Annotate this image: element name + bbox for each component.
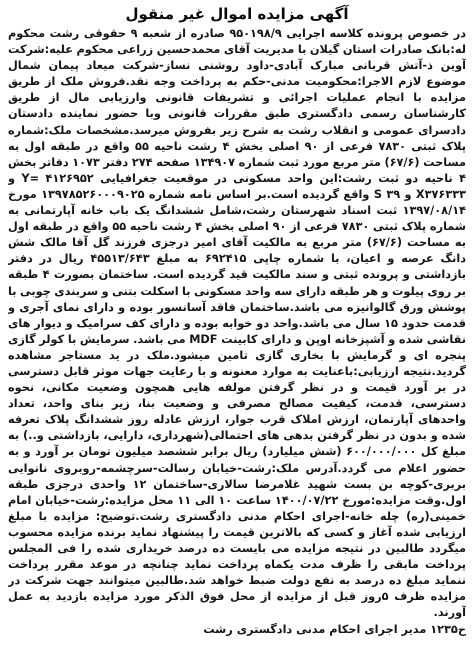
notice-title: آگهی مزایده اموال غیر منقول — [125, 5, 349, 23]
notice-body: در خصوص پرونده کلاسه اجرایی ۹۵۰۱۹۸/۹ صادره از شعبه ۹ حقوقی رشت محکوم له:بانک صادرات استان گیلان با مدیریت آقای محمدحسین زراعی محکوم علیه:شرکت آوین ذ-آتش قربانی مبارک آبادی-داود روشنی نساز-شرکت میعاد پیمان شمال موضوع لازم الاجرا:محکومیت مدنی-حکم به پرداخت وجه نقد.فروش ملک از طریق مزایده با انجام عملیات اجرائی و تشریفات قانونی وارزیابی مال از طریق کارشناسان رسمی دادگستری طبق مقررات قانونی وبا حضور نماینده دادستان دادسرای عمومی و انقلاب رشت به شرح زیر بفروش میرسد.مشخصات ملک:شماره پلاک ثبتی ۷۸۳۰ فرعی از ۹۰ اصلی بخش ۴ رشت ناحیه ۵۵ واقع در طبقه اول به مساحت (۶۷/۶) متر مربع مورد ثبت شماره ۱۳۴۹۰۷ صفحه ۲۷۴ دفتر ۱۰۷۳ دفاتر بخش ۴ ناحیه دو ثبت رشت:این واحد مسکونی در موقعیت جغرافیایی Y= ۴۱۲۶۹۵۲ و X۳۷۶۳۳۳ و S ۳۹ واقع گردیده است.بر اساس نامه شماره ۱۳۹۷۸۵۲۶۰۰۰۹۰۲۵ مورخ ۱۳۹۷/۰۸/۱۴ ثبت اسناد شهرستان رشت،شامل ششدانگ یک باب خانه آپارتمانی به شماره پلاک ثبتی ۷۸۳۰ فرعی از ۹۰ اصلی بخش ۴ رشت ناحیه ۵۵ واقع در طبقه اول به مساحت (۶۷/۶) متر مربع به مالکیت آقای امیر درجزی فرزند گل آقا مالک شش دانگ عرصه و اعیان، با شماره چاپی ۶۹۲۴۱۵ به مبلغ ۴۵۵۱۳/۶۴۳ ریال در دفتر بازداشتی و پرونده ثبتی و سند مالکیت قید گردیده است. ساختمان بصورت ۴ طبقه بر روی پیلوت و هر طبقه دارای سه واحد مسکونی با اسکلت بتنی و سربندی چوبی با پوشش ورق گالوانیزه می باشد.ساختمان فاقد آسانسور بوده و دارای نمای آجری و قدمت حدود ۱۵ سال می باشد.واحد دو خوابه بوده و دارای کف سرامیک و دیوار های نقاشی شده و آشپزخانه اوپن و دارای کابینت MDF می باشد. سرمایش با کولر گازی پنجره ای و گرمایش با بخاری گازی تامین میشود.ملک در ید مستاجر مشاهده گردید.نتیجه ارزیابی:باعنایت به موارد معنونه و با رعایت جهات موثر قابل دسترسی در بر آورد قیمت و در نظر گرفتن مولفه هایی همچون وضعیت مکانی، نحوه دسترسی، قدمت، کیفیت مصالح مصرفی و وضعیت بنا، زیر بنای واحد، تعداد واحدهای آپارتمان، ارزش املاک قرب جوار، ارزش عادله روز ششدانگ پلاک تعرفه شده و بدون در نظر گرفتن بدهی های احتمالی(شهرداری، دارایی، بازداشتی و..) به مبلغ کل ۶۰۰/۰۰۰/۰۰۰ (شش میلیارد) ریال برابر ششصد میلیون تومان بر آورد و به حضور اعلام می گردد.آدرس ملک:رشت-خیابان رسالت-سرچشمه-روبروی نانوایی بربری-کوچه بن بست شهید غلامرضا سالاری-ساختمان ۱۲ واحدی درجزی طبقه اول.وقت مزایده:مورخ ۱۴۰۰/۰۷/۲۲ ساعت ۱۰ الی ۱۱ محل مزایده:رشت-خیابان امام خمینی(ره) چله خانه-اجرای احکام مدنی دادگستری رشت.توضیح: مزایده با مبلغ ارزیابی شده آغاز و کسی که بالاترین قیمت را پیشنهاد نماید برنده مزایده محسوب میگردد طالبین در نتیجه مزایده می بایست ده درصد خریداری شده را فی المجلس پرداخت مابقی را ظرف مدت یکماه پرداخت نماید چنانچه در موعد مقرر پرداخت ننماید مبلغ ده درصد به نفع دولت ضبط خواهد شد.طالبین میتوانند جهت شرکت در مزایده ظرف ۵روز قبل از مزایده از محل فوق الذکر مورد مزایده بازدید به عمل آورند. — [8, 27, 466, 620]
auction-notice — [8, 4, 466, 654]
notice-footer: ح۱۲۳۵ مدیر اجرای احکام مدنی دادگستری رشت — [203, 623, 466, 637]
